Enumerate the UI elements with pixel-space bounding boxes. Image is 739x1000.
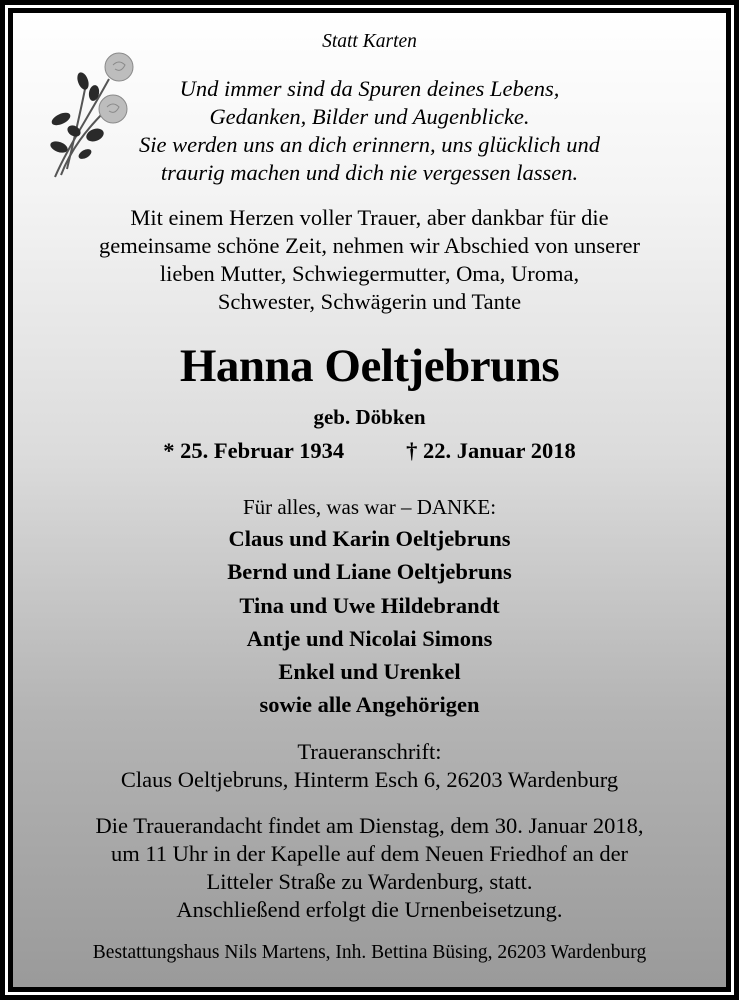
service-line: Anschließend erfolgt die Urnenbeisetzung. (176, 897, 563, 922)
mourner: sowie alle Angehörigen (259, 692, 480, 717)
address-label: Traueranschrift: (297, 739, 442, 764)
intro-line: Mit einem Herzen voller Trauer, aber dankbar für die (130, 205, 609, 230)
birth-date: * 25. Februar 1934 (163, 438, 345, 463)
mourner: Bernd und Liane Oeltjebruns (227, 559, 512, 584)
intro-line: Schwester, Schwägerin und Tante (217, 289, 522, 314)
life-dates (13, 438, 726, 464)
poem-line: traurig machen und dich nie vergessen lassen. (160, 160, 579, 185)
address-value: Claus Oeltjebruns, Hinterm Esch 6, 26203 Wardenburg (120, 767, 619, 792)
mourner: Antje und Nicolai Simons (246, 626, 493, 651)
maiden-name: geb. Döbken (313, 405, 426, 429)
poem-line: Sie werden uns an dich erinnern, uns glücklich und (139, 132, 600, 157)
obituary-notice (13, 13, 726, 987)
mourner: Tina und Uwe Hildebrandt (239, 593, 500, 618)
poem-line: Gedanken, Bilder und Augenblicke. (209, 104, 530, 129)
mourner: Enkel und Urenkel (278, 659, 461, 684)
intro-line: lieben Mutter, Schwiegermutter, Oma, Uroma, (159, 261, 580, 286)
thanks-line: Für alles, was war – DANKE: (242, 495, 497, 519)
service-line: um 11 Uhr in der Kapelle auf dem Neuen Friedhof an der (110, 841, 629, 866)
death-date: † 22. Januar 2018 (406, 438, 576, 463)
deceased-name: Hanna Oeltjebruns (179, 340, 560, 392)
poem-line: Und immer sind da Spuren deines Lebens, (179, 76, 560, 101)
service-line: Litteler Straße zu Wardenburg, statt. (206, 869, 533, 894)
funeral-home: Bestattungshaus Nils Martens, Inh. Bettina Büsing, 26203 Wardenburg (92, 942, 647, 963)
intro-line: gemeinsame schöne Zeit, nehmen wir Abschied von unserer (98, 233, 641, 258)
header-statt-karten: Statt Karten (322, 31, 417, 52)
mourner: Claus und Karin Oeltjebruns (228, 526, 511, 551)
service-line: Die Trauerandacht findet am Dienstag, dem 30. Januar 2018, (95, 813, 644, 838)
